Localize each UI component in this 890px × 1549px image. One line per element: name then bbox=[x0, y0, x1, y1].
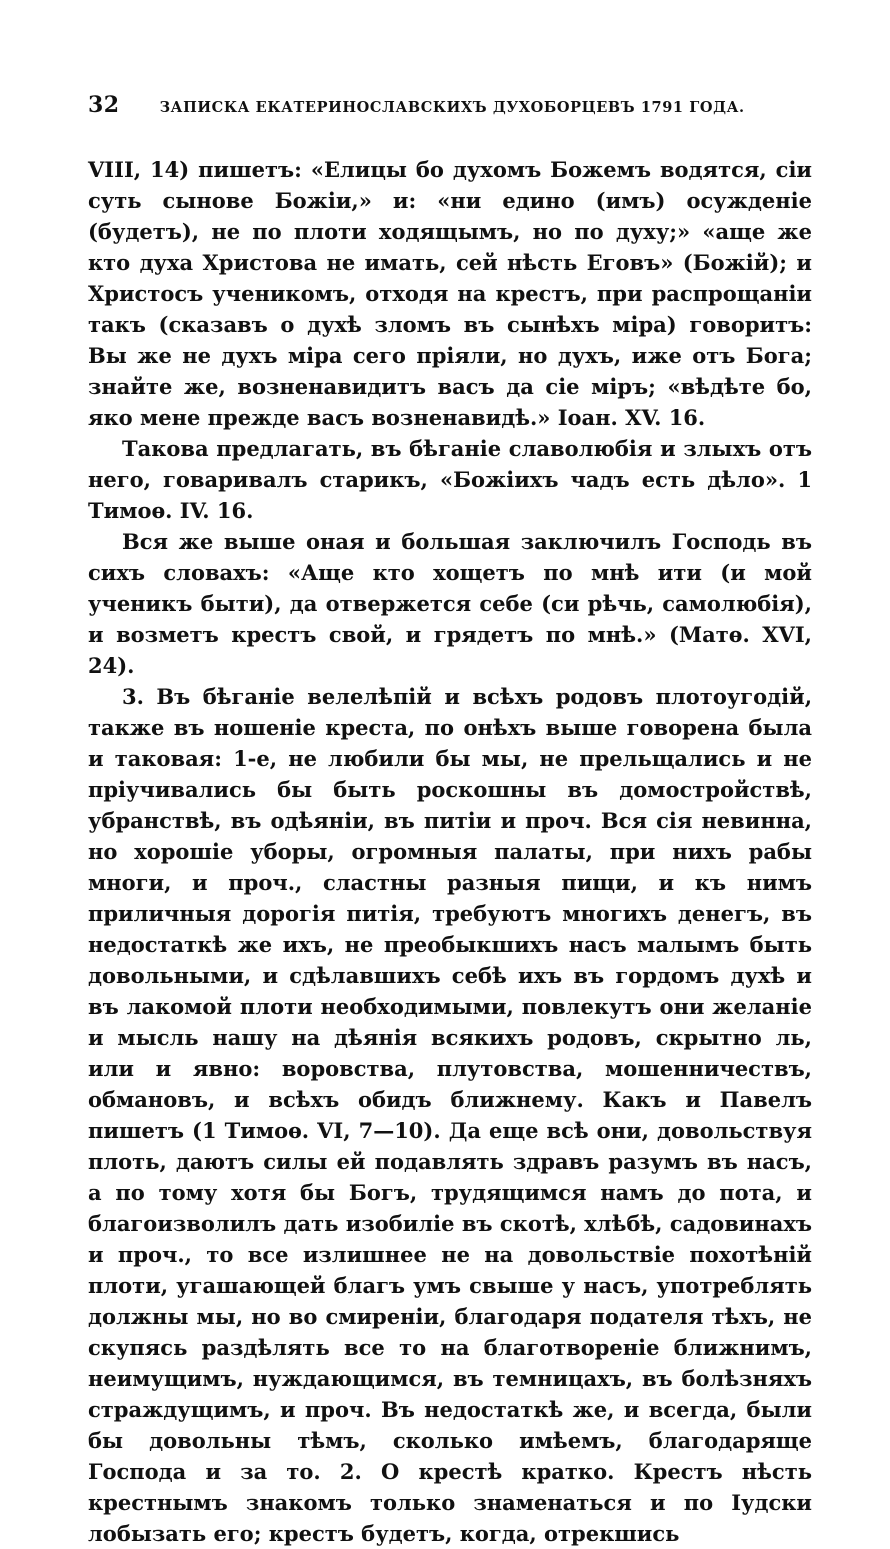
running-title: ЗАПИСКА ЕКАТЕРИНОСЛАВСКИХЪ ДУХОБОРЦЕВЪ 1791 ГОДА. bbox=[159, 99, 745, 116]
paragraph-3: Вся же выше оная и большая заключилъ Господь въ сихъ словахъ: «Аще кто хощетъ по мнѣ ити (и мой ученикъ быти), да отвержется себе (си рѣчь, самолюбія), и возметъ крестъ свой, и грядетъ по мнѣ.» (Матѳ. XVI, 24). bbox=[88, 529, 812, 678]
paragraph-4: 3. Въ бѣганіе велелѣпій и всѣхъ родовъ плотоугодій, также въ ношеніе креста, по онѣхъ выше говорена была и таковая: 1-е, не любили бы мы, не прельщались и не пріучивались бы быть роскошны въ домостройствѣ, убранствѣ, въ одѣяніи, въ питіи и проч. Вся сія невинна, но хорошіе уборы, огромныя палаты, при нихъ рабы многи, и проч., сластны разныя пищи, и къ нимъ приличныя дорогія питія, требуютъ многихъ денегъ, въ недостаткѣ же ихъ, не преобыкшихъ насъ малымъ быть довольными, и сдѣлавшихъ себѣ ихъ въ гордомъ духѣ и въ лакомой плоти необходимыми, повлекутъ они желаніе и мысль нашу на дѣянія всякихъ родовъ, скрытно ль, или и явно: воровства, плутовства, мошенничествъ, обмановъ, и всѣхъ обидъ ближнему. Какъ и Павелъ пишетъ (1 Тимоѳ. VI, 7—10). Да еще всѣ они, довольствуя плоть, даютъ силы ей подавлять здравъ разумъ въ насъ, а по тому хотя бы Богъ, трудящимся намъ до пота, и благоизволилъ дать изобиліе въ скотѣ, хлѣбѣ, садовинахъ и проч., то все излишнее не на довольствіе похотѣній плоти, угашающей благъ умъ свыше у насъ, употреблять должны мы, но во смиреніи, благодаря подателя тѣхъ, не скупясь раздѣлять все то на благотвореніе ближнимъ, неимущимъ, нуждающимся, въ темницахъ, въ болѣзняхъ страждущимъ, и проч. Въ недостаткѣ же, и всегда, были бы довольны тѣмъ, сколько имѣемъ, благодаряще Господа и за то. 2. О крестѣ кратко. Крестъ нѣсть крестнымъ знакомъ только знаменаться и по Іудски лобызать его; крестъ будетъ, когда, отрекшись bbox=[88, 684, 812, 1546]
page-number: 32 bbox=[88, 92, 120, 118]
running-head bbox=[88, 92, 812, 118]
paragraph-2: Такова предлагать, въ бѣганіе славолюбія и злыхъ отъ него, говаривалъ старикъ, «Божіихъ чадъ есть дѣло». 1 Тимоѳ. IV. 16. bbox=[88, 436, 812, 523]
paragraph-1: VIII, 14) пишетъ: «Елицы бо духомъ Божемъ водятся, сіи суть сынове Божіи,» и: «ни едино (имъ) осужденіе (будетъ), не по плоти ходящымъ, но по духу;» «аще же кто духа Христова не имать, сей нѣсть Еговъ» (Божій); и Христосъ ученикомъ, отходя на крестъ, при распрощаніи такъ (сказавъ о духѣ зломъ въ сынѣхъ міра) говоритъ: Вы же не духъ міра сего пріяли, но духъ, иже отъ Бога; знайте же, возненавидитъ васъ да сіе міръ; «вѣдѣте бо, яко мене прежде васъ возненавидѣ.» Іоан. XV. 16. bbox=[88, 157, 812, 430]
body-text bbox=[88, 154, 812, 1549]
